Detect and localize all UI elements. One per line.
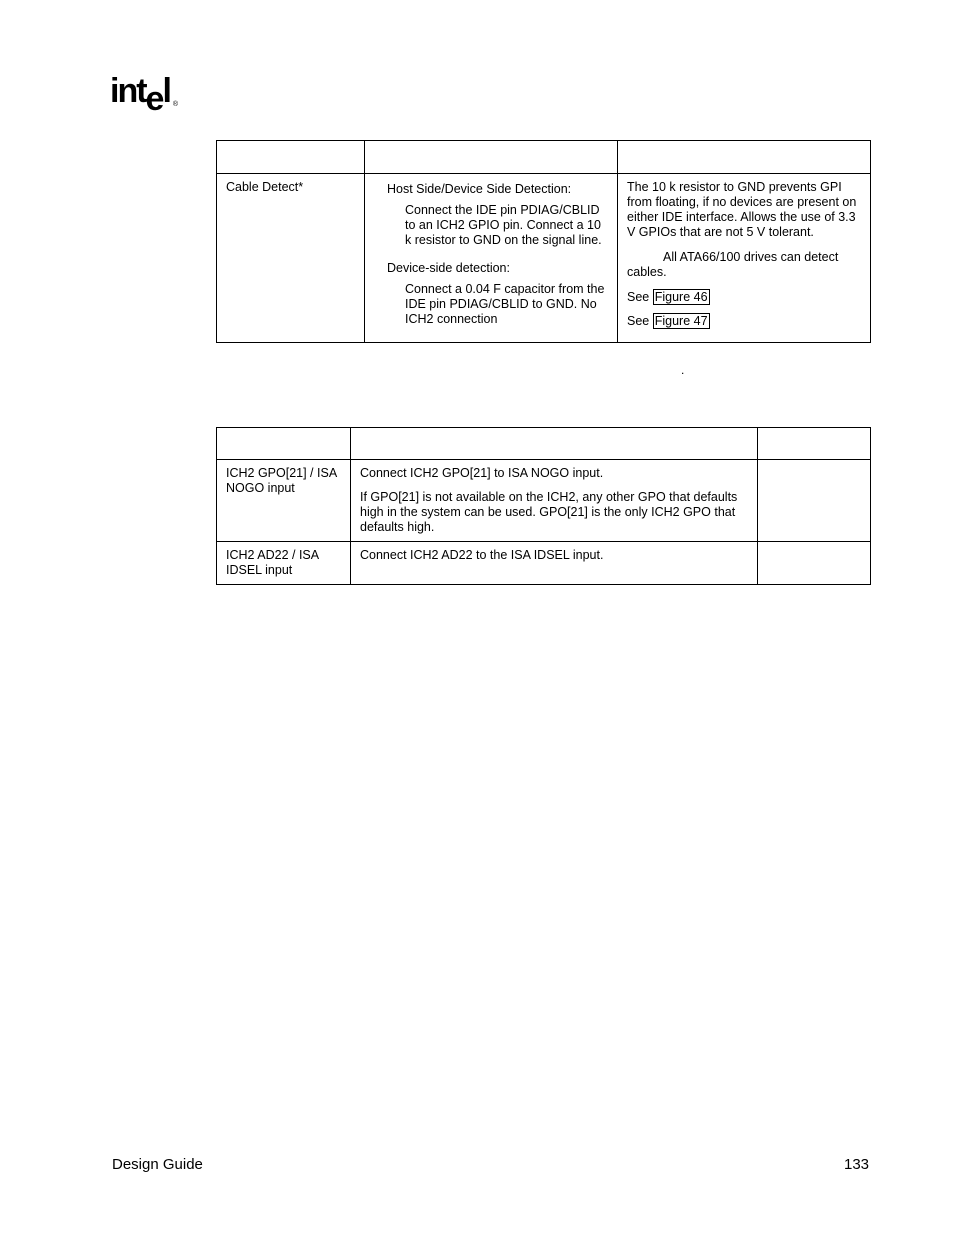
header-cell-recommendation <box>351 428 758 460</box>
logo-text-a: int <box>110 72 146 110</box>
footer-doc-title: Design Guide <box>112 1156 203 1173</box>
notes-cell <box>758 542 871 585</box>
see-figure-46-line <box>627 290 861 305</box>
note-ata-drives: All ATA66/100 drives can detect cables. <box>627 250 839 279</box>
recommendation-cell <box>351 542 758 585</box>
recommendation-line-1: Connect ICH2 AD22 to the ISA IDSEL input. <box>360 548 604 562</box>
header-cell-notes <box>758 428 871 460</box>
notes-cell <box>618 174 871 343</box>
see-label: See <box>627 314 650 328</box>
host-side-text: Connect the IDE pin PDIAG/CBLID to an ICH2 GPIO pin. Connect a 10 k resistor to GND on the signal line. <box>405 203 602 247</box>
logo-text-b: l <box>162 72 170 110</box>
table-row <box>217 460 871 542</box>
isa-connection-table <box>216 427 871 585</box>
table-row <box>217 542 871 585</box>
recommendation-line-2: If GPO[21] is not available on the ICH2, any other GPO that defaults high in the system can be used. GPO[21] is the only ICH2 GPO that defaults high. <box>360 490 738 534</box>
notes-cell <box>758 460 871 542</box>
header-cell-signal <box>217 428 351 460</box>
header-cell-recommendation <box>365 141 618 174</box>
cable-detect-table <box>216 140 871 343</box>
header-cell-notes <box>618 141 871 174</box>
signal-cell: Cable Detect* <box>217 174 365 343</box>
signal-cell: ICH2 GPO[21] / ISA NOGO input <box>217 460 351 542</box>
recommendation-line-1: Connect ICH2 GPO[21] to ISA NOGO input. <box>360 466 604 480</box>
recommendation-cell <box>351 460 758 542</box>
table-header-row <box>217 428 871 460</box>
recommendation-cell <box>365 174 618 343</box>
see-figure-47-line <box>627 314 861 329</box>
host-side-title: Host Side/Device Side Detection: <box>387 182 572 196</box>
device-side-text: Connect a 0.04 F capacitor from the IDE pin PDIAG/CBLID to GND. No ICH2 connection <box>405 282 605 326</box>
see-label: See <box>627 290 650 304</box>
table-header-row <box>217 141 871 174</box>
intel-logo <box>110 72 179 118</box>
figure-47-link[interactable]: Figure 47 <box>654 314 708 328</box>
header-cell-signal <box>217 141 365 174</box>
figure-46-link[interactable]: Figure 46 <box>654 290 708 304</box>
stray-dot: . <box>681 363 685 377</box>
page-number: 133 <box>844 1156 870 1173</box>
signal-cell: ICH2 AD22 / ISA IDSEL input <box>217 542 351 585</box>
table-row <box>217 174 871 343</box>
logo-text-e: e <box>145 80 163 118</box>
registered-mark: ® <box>172 101 179 108</box>
note-resistor: The 10 k resistor to GND prevents GPI from floating, if no devices are present on either IDE interface. Allows the use of 3.3 V GPIOs that are not 5 V tolerant. <box>627 180 857 239</box>
device-side-title: Device-side detection: <box>387 261 510 275</box>
